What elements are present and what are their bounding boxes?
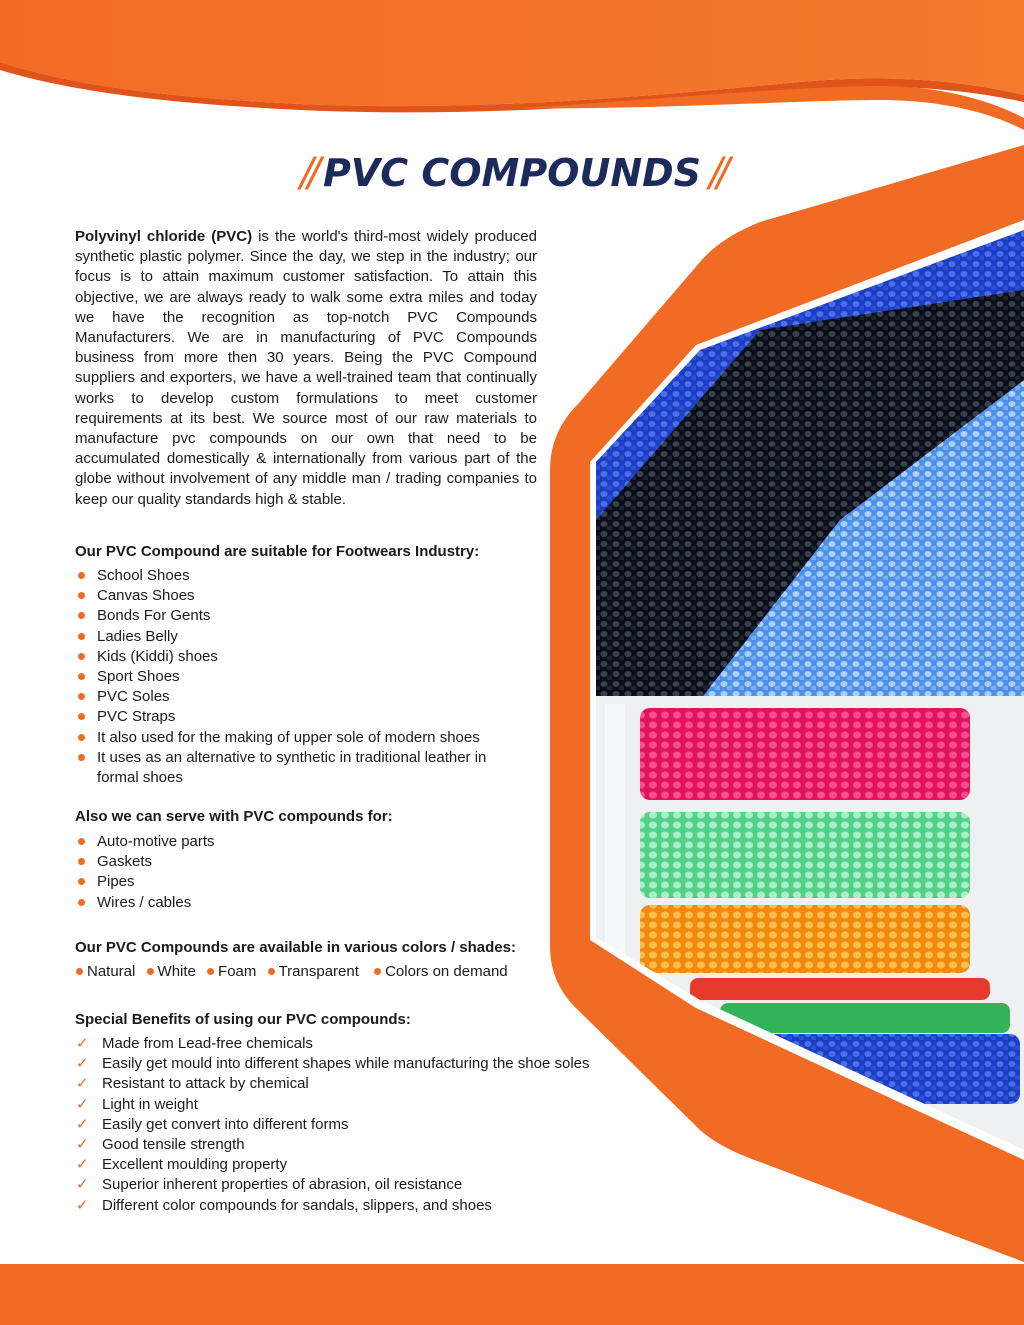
other-uses-list <box>75 832 215 913</box>
list-item: It uses as an alternative to synthetic in traditional leather in formal shoes <box>75 748 505 788</box>
shades-list <box>75 963 514 980</box>
checkmark-icon: ✓ <box>76 1034 89 1052</box>
page-title <box>0 150 1024 196</box>
list-item: ✓ Different color compounds for sandals, slippers, and shoes <box>76 1195 492 1214</box>
checkmark-icon: ✓ <box>76 1155 89 1174</box>
list-item: Ladies Belly <box>75 627 505 647</box>
title-text: PVC COMPOUNDS <box>322 151 702 195</box>
title-left-slash-icon: // <box>299 150 315 196</box>
list-item: ✓ Made from Lead-free chemicals <box>76 1034 313 1052</box>
other-uses-heading: Also we can serve with PVC compounds for: <box>75 808 393 825</box>
list-item: PVC Soles <box>75 687 505 707</box>
intro-lead: Polyvinyl chloride (PVC) <box>75 228 253 245</box>
checkmark-icon: ✓ <box>76 1175 89 1194</box>
shades-heading: Our PVC Compounds are available in various colors / shades: <box>75 939 516 956</box>
list-item: ✓ Light in weight <box>76 1094 198 1113</box>
list-item: Pipes <box>75 872 215 892</box>
checkmark-icon: ✓ <box>76 1135 89 1154</box>
benefits-heading: Special Benefits of using our PVC compounds: <box>75 1011 411 1028</box>
checkmark-icon: ✓ <box>76 1114 89 1133</box>
list-item: Kids (Kiddi) shoes <box>75 647 505 667</box>
intro-text: is the world's third-most widely produced synthetic plastic polymer. Since the day, we step in the industry; our focus is to attain maximum customer satisfaction. To attain this objective, we are always ready to walk some extra miles and today we have the recognition as top-notch PVC Compounds Manufacturers. We are in manufacturing of PVC Compounds business from more then 30 years. Being the PVC Compound suppliers and exporters, we have a well-trained team that continually works to develop custom formulations to meet customer requirements at its best. We source most of our raw materials to manufacture pvc compounds on our own that need to be accumulated domestically & internationally from various part of the globe without involvement of any middle man / trading companies to keep our quality standards high & stable. <box>75 228 537 508</box>
checkmark-icon: ✓ <box>76 1094 89 1113</box>
list-item: Canvas Shoes <box>75 586 505 606</box>
checkmark-icon: ✓ <box>76 1195 89 1214</box>
checkmark-icon: ✓ <box>76 1074 89 1093</box>
list-item: ✓ Good tensile strength <box>76 1135 245 1154</box>
list-item: ✓ Easily get mould into different shapes while manufacturing the shoe soles <box>76 1054 590 1073</box>
list-item: PVC Straps <box>75 707 505 727</box>
list-item: ✓ Resistant to attack by chemical <box>76 1074 309 1093</box>
list-item: ✓ Easily get convert into different forms <box>76 1114 349 1133</box>
intro-paragraph <box>75 227 537 510</box>
list-item: It also used for the making of upper sole of modern shoes <box>75 728 505 748</box>
footwear-heading: Our PVC Compound are suitable for Footwears Industry: <box>75 543 480 560</box>
shade-item: White <box>146 963 196 980</box>
shade-item: Foam <box>206 963 256 980</box>
title-right-slash-icon: // <box>709 150 724 196</box>
list-item: Bonds For Gents <box>75 606 505 626</box>
list-item: Wires / cables <box>75 893 215 913</box>
shade-item: Natural <box>75 963 135 980</box>
list-item: School Shoes <box>75 566 505 586</box>
checkmark-icon: ✓ <box>76 1054 89 1073</box>
benefits-list <box>75 1034 655 1216</box>
list-item: Sport Shoes <box>75 667 505 687</box>
shade-item: Colors on demand <box>373 963 508 980</box>
shade-item: Transparent <box>267 963 359 980</box>
list-item: Auto-motive parts <box>75 832 215 852</box>
list-item: ✓ Excellent moulding property <box>76 1155 288 1174</box>
list-item: ✓ Superior inherent properties of abrasion, oil resistance <box>76 1175 463 1194</box>
footwear-list <box>75 566 505 788</box>
list-item: Gaskets <box>75 852 215 872</box>
